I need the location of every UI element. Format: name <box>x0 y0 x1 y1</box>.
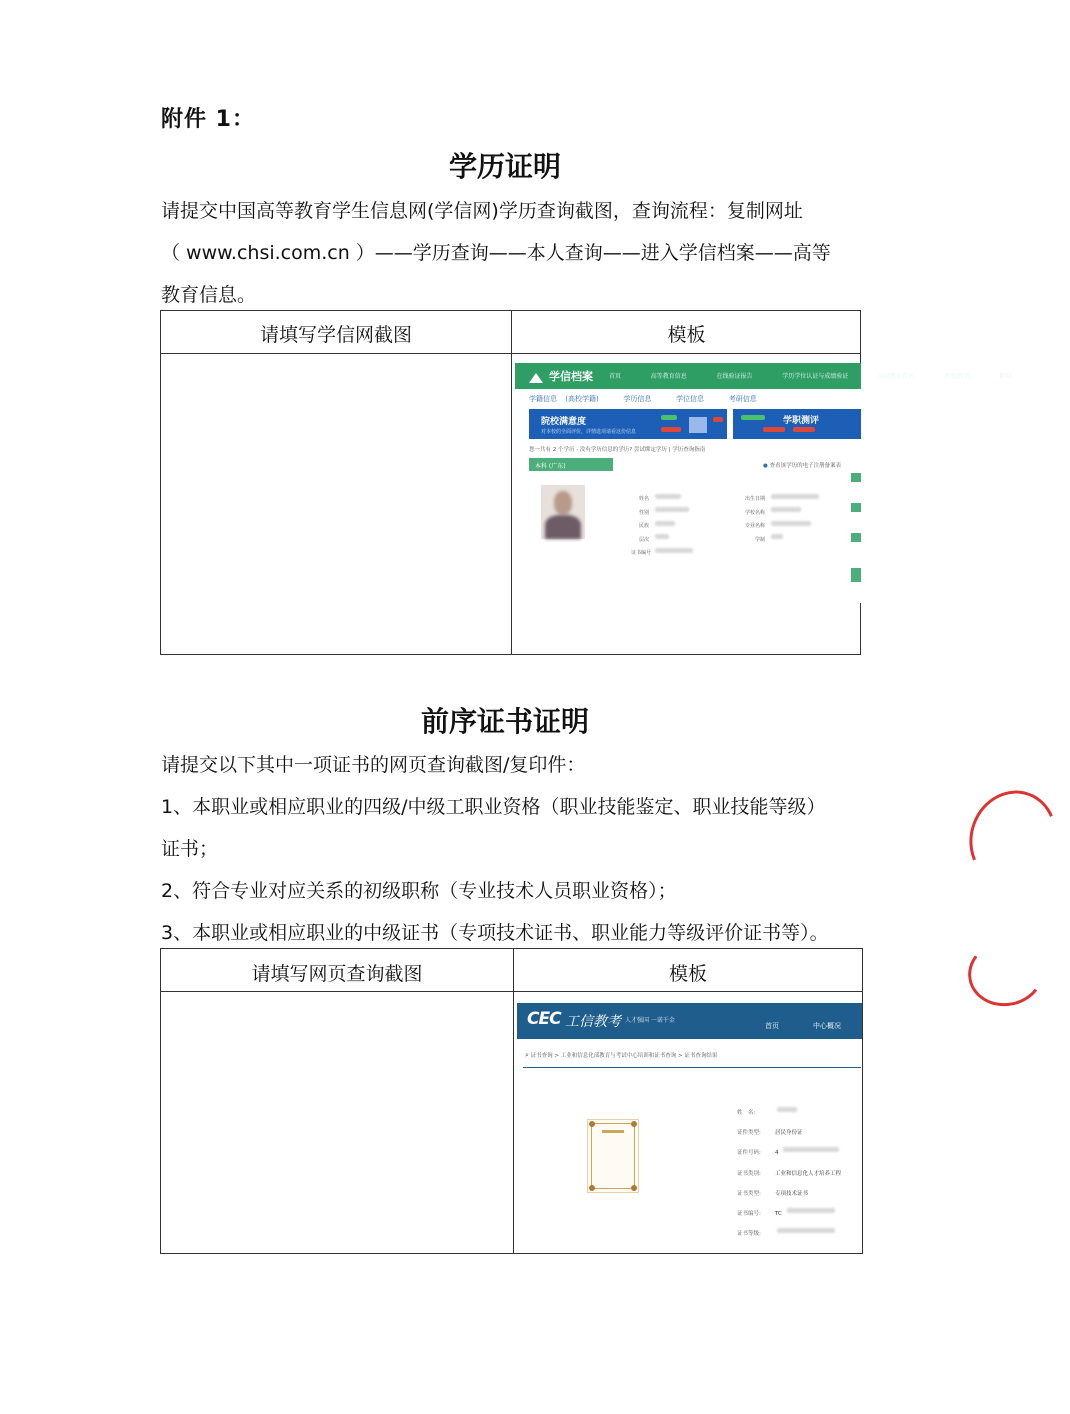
nav-about[interactable]: 中心概况 <box>813 1022 841 1030</box>
redacted-value <box>655 548 693 553</box>
side-button[interactable] <box>851 473 861 482</box>
section1-line-3: 教育信息。 <box>161 284 257 306</box>
field-label: 证书编号 <box>631 550 652 556</box>
cec-slogan: 人才强国 一诺千金 <box>625 1017 675 1024</box>
photo-face <box>554 491 572 515</box>
field-label: 民族 <box>638 523 649 529</box>
field-label: 证书类别: <box>737 1170 761 1177</box>
cec-logo: CEC <box>527 1009 561 1029</box>
redacted-value <box>783 1147 839 1152</box>
field-value: 4 <box>775 1150 779 1157</box>
field-label: 姓名 <box>638 496 649 502</box>
nav-item[interactable]: 职业 <box>999 373 1012 380</box>
field-value: TC <box>775 1211 782 1218</box>
field-labels-col1 <box>631 493 652 561</box>
subnav-item[interactable]: 学历信息 <box>623 395 652 403</box>
redacted-value <box>771 534 783 539</box>
corner-ornament <box>589 1185 595 1191</box>
cec-field-values <box>775 1103 841 1244</box>
badge-red <box>763 427 785 432</box>
col-header-template: 模板 <box>668 963 707 985</box>
attachment-label: 附件 1： <box>161 107 255 132</box>
badge-red <box>713 417 723 422</box>
redacted-value <box>771 521 811 526</box>
cec-template-screenshot <box>517 1003 862 1251</box>
section2-line-5: 3、本职业或相应职业的中级证书（专项技术证书、职业能力等级评价证书等）。 <box>161 922 829 944</box>
field-label: 证书类型: <box>737 1190 761 1197</box>
stamp-fragment-icon <box>963 934 1049 1012</box>
stamp-fragment-icon <box>956 778 1070 898</box>
field-value: 专项技术证书 <box>775 1190 809 1197</box>
certificate-thumbnail-icon <box>587 1119 639 1193</box>
nav-item[interactable]: 学历学位认证与成绩验证 <box>782 373 849 380</box>
field-label: 证件类型: <box>737 1130 761 1137</box>
person-photo-icon <box>541 485 585 539</box>
field-label: 出生日期 <box>744 496 765 502</box>
chsi-brand: 学信档案 <box>549 370 593 383</box>
side-button[interactable] <box>851 503 861 512</box>
field-label: 姓 名: <box>737 1110 756 1116</box>
divider <box>523 1067 861 1068</box>
corner-ornament <box>631 1121 637 1127</box>
field-label: 证书编号: <box>737 1211 761 1218</box>
field-value: 居民身份证 <box>775 1130 803 1137</box>
col-header-template: 模板 <box>667 324 706 346</box>
section1-line-2: （ www.chsi.com.cn ）——学历查询——本人查询——进入学信档案——高等 <box>161 242 831 264</box>
banner-title: 院校满意度 <box>541 417 587 427</box>
search-icon: ⌕ <box>525 1051 529 1059</box>
section1-title: 学历证明 <box>448 150 561 183</box>
cec-field-labels <box>737 1103 761 1244</box>
cec-header-bar <box>517 1003 862 1039</box>
field-labels-col2 <box>737 493 765 547</box>
corner-ornament <box>589 1121 595 1127</box>
section2-line-1: 请提交以下其中一项证书的网页查询截图/复印件： <box>161 754 586 776</box>
col-header-screenshot: 请填写网页查询截图 <box>251 963 423 985</box>
nav-item[interactable]: 首页 <box>609 373 622 380</box>
chsi-header-bar <box>515 363 1012 389</box>
subnav-item[interactable]: 考研信息 <box>728 395 757 403</box>
col-header-screenshot: 请填写学信网截图 <box>259 324 412 346</box>
subnav-item[interactable]: 学位信息 <box>676 395 705 403</box>
redacted-value <box>655 521 675 526</box>
field-value: 工业和信息化人才培养工程 <box>775 1170 842 1177</box>
right-link-text: 查看该学历的电子注册备案表 <box>769 463 842 469</box>
redacted-value <box>777 1107 797 1112</box>
subnav-item[interactable]: 学籍信息 (高校学籍) <box>529 395 599 403</box>
field-label: 学校名称 <box>744 509 765 516</box>
chsi-note-line: 您一共有 2 个学历 · 没有学历信息的学历? 尝试绑定学历 | 学历查询指南 <box>529 447 706 453</box>
section2-paragraph <box>161 744 829 954</box>
nav-item[interactable]: 出国教育背景 <box>878 373 915 380</box>
banner2-title: 学职测评 <box>783 416 820 426</box>
section2-line-4: 2、符合专业对应关系的初级职称（专业技术人员职业资格）； <box>161 880 677 902</box>
banner-subtitle: 对本校的全面评价，详情选项请看这份信息 <box>541 429 637 435</box>
degree-tab-label: 本科 (广东) <box>535 463 566 470</box>
corner-ornament <box>631 1185 637 1191</box>
cec-breadcrumb <box>525 1051 717 1060</box>
section2-title: 前序证书证明 <box>420 705 589 738</box>
section1-table <box>160 310 1012 655</box>
chsi-right-link[interactable] <box>763 461 841 469</box>
chsi-nav <box>609 371 1012 380</box>
side-button[interactable] <box>851 533 861 542</box>
section2-line-2: 1、本职业或相应职业的四级/中级工职业资格（职业技能鉴定、职业技能等级） <box>161 796 826 818</box>
field-label: 证书等级: <box>737 1231 761 1238</box>
screenshot-input-area[interactable] <box>161 354 511 654</box>
chsi-subnav <box>529 394 757 404</box>
chsi-template-screenshot <box>515 363 1012 603</box>
degree-tab[interactable] <box>529 458 613 471</box>
breadcrumb-text: 证书查询 > 工业和信息化部教育与考试中心培训和证书查询 > 证书查询结果 <box>530 1053 718 1059</box>
info-icon: ● <box>763 463 768 469</box>
section2-table <box>160 948 863 1254</box>
nav-item[interactable]: 高等教育信息 <box>650 373 687 380</box>
badge-red <box>793 427 815 432</box>
certificate-heading <box>602 1130 624 1133</box>
column-divider <box>511 311 512 654</box>
redacted-value <box>655 494 681 499</box>
cec-brand: 工信教考 <box>565 1014 621 1030</box>
side-button[interactable] <box>851 568 861 582</box>
nav-item[interactable]: 调查/投票 <box>943 373 970 380</box>
redacted-value <box>771 507 801 512</box>
redacted-value <box>771 494 819 499</box>
chsi-logo-icon <box>529 369 543 381</box>
nav-item[interactable]: 在线验证报告 <box>716 373 753 380</box>
field-label: 性别 <box>638 509 649 516</box>
photo-body <box>545 515 581 539</box>
redacted-value <box>787 1208 835 1213</box>
building-icon <box>689 417 707 433</box>
nav-home[interactable]: 首页 <box>765 1022 779 1030</box>
redacted-value <box>655 534 669 539</box>
banner-career-test[interactable] <box>733 409 861 439</box>
field-label: 层次 <box>638 536 649 543</box>
badge-green <box>741 415 765 420</box>
badge-green <box>661 415 677 420</box>
redacted-value <box>655 507 689 512</box>
field-label: 学制 <box>754 536 765 543</box>
section2-line-3: 证书； <box>161 838 219 860</box>
redacted-value <box>777 1228 835 1233</box>
screenshot-input-area[interactable] <box>161 992 513 1253</box>
field-label: 证件号码: <box>737 1150 761 1157</box>
section1-line-1: 请提交中国高等教育学生信息网(学信网)学历查询截图，查询流程：复制网址 <box>161 200 803 222</box>
section1-paragraph <box>161 190 831 316</box>
field-label: 专业名称 <box>744 523 765 529</box>
badge-red <box>661 427 681 432</box>
banner-satisfaction[interactable] <box>529 409 727 439</box>
